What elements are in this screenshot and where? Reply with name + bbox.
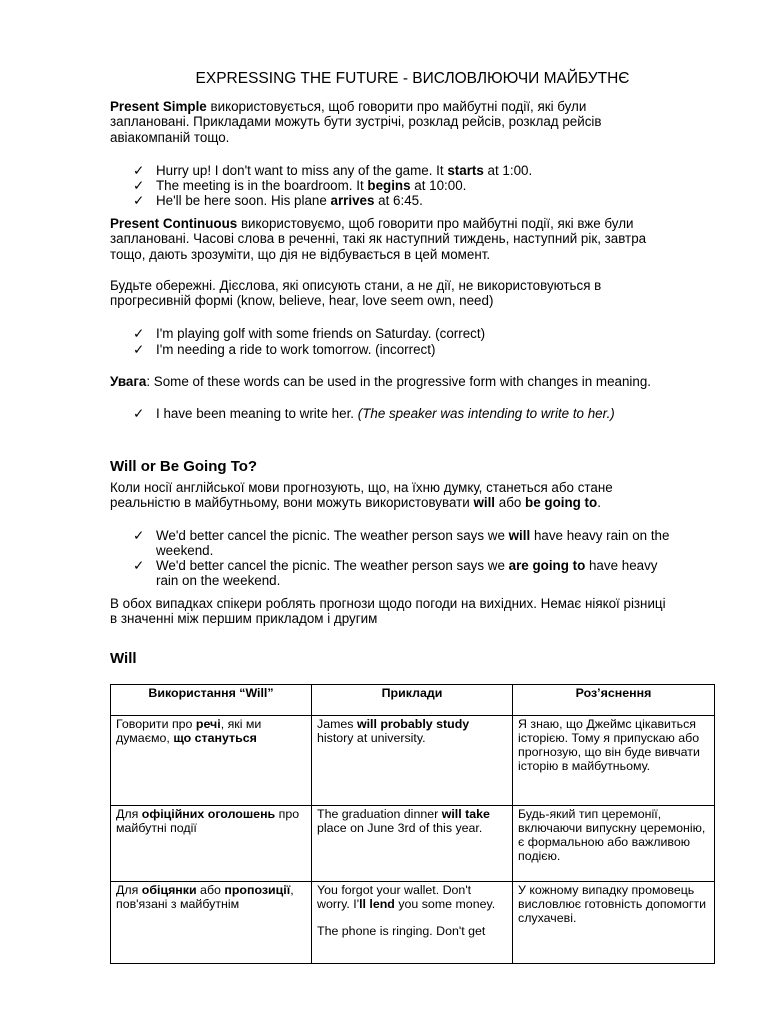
- check-icon: ✓: [133, 178, 145, 193]
- table-header: Приклади: [312, 685, 513, 716]
- table-cell: Для офіційних оголошень про майбутні події: [111, 806, 312, 882]
- table-cell: James will probably study history at university.: [312, 716, 513, 806]
- will-usage-table: [110, 684, 715, 964]
- will-or-going-heading: Will or Be Going To?: [110, 458, 258, 475]
- table-cell: You forgot your wallet. Don't worry. I'll lend you some money. The phone is ringing. Don't get: [312, 882, 513, 964]
- present-continuous-term: Present Continuous: [110, 216, 238, 231]
- table-row: [111, 882, 715, 964]
- check-icon: ✓: [133, 163, 145, 178]
- table-header: Роз’яснення: [513, 685, 715, 716]
- table-row: [111, 716, 715, 806]
- note-paragraph: Увага: Some of these words can be used in the progressive form with changes in meaning.: [110, 374, 652, 389]
- table-cell: Говорити про речі, які ми думаємо, що стануться: [111, 716, 312, 806]
- note-label: Увага: [110, 374, 147, 389]
- check-icon: ✓: [133, 406, 145, 421]
- table-cell: Будь-який тип церемонії, включаючи випускну церемонію, є формальною або важливою подією.: [513, 806, 715, 882]
- will-or-going-paragraph: Коли носії англійської мови прогнозують, що, на їхню думку, станеться або стане реальністю в майбутньому, вони можуть використовувати will або be going to.: [110, 480, 613, 511]
- careful-paragraph: Будьте обережні. Дієслова, які описують стани, а не дії, не використовуються в прогресивній формі (know, believe, hear, love seem own, need): [110, 278, 602, 309]
- check-icon: ✓: [133, 558, 145, 573]
- present-simple-term: Present Simple: [110, 99, 207, 114]
- will-heading: Will: [110, 650, 137, 667]
- table-cell: Для обіцянки або пропозиції, пов'язані з майбутнім: [111, 882, 312, 964]
- check-icon: ✓: [133, 326, 145, 341]
- check-icon: ✓: [133, 193, 145, 208]
- present-continuous-paragraph: Present Continuous використовуємо, щоб говорити про майбутні події, які вже були заплановані. Часові слова в реченні, такі як наступний тиждень, наступний рік, завтра тощо, дають зрозуміти, що дія не відбувається в цей момент.: [110, 216, 647, 262]
- check-icon: ✓: [133, 342, 145, 357]
- table-cell: The graduation dinner will take place on June 3rd of this year.: [312, 806, 513, 882]
- present-simple-paragraph: Present Simple використовується, щоб говорити про майбутні події, які були заплановані. Прикладами можуть бути зустрічі, розклад рейсів, розклад рейсів авіакомпаній тощо.: [110, 99, 602, 145]
- page-title: EXPRESSING THE FUTURE - ВИСЛОВЛЮЮЧИ МАЙБУТНЄ: [195, 70, 630, 87]
- table-row: [111, 806, 715, 882]
- table-header: Використання “Will”: [111, 685, 312, 716]
- conclusion-paragraph: В обох випадках спікери роблять прогнози щодо погоди на вихідних. Немає ніякої різниці в значенні між першим прикладом і другим: [110, 596, 666, 627]
- table-cell: У кожному випадку промовець висловлює готовність допомогти слухачеві.: [513, 882, 715, 964]
- check-icon: ✓: [133, 528, 145, 543]
- table-cell: Я знаю, що Джеймс цікавиться історією. Тому я припускаю або прогнозую, що він буде вивчати історію в майбутньому.: [513, 716, 715, 806]
